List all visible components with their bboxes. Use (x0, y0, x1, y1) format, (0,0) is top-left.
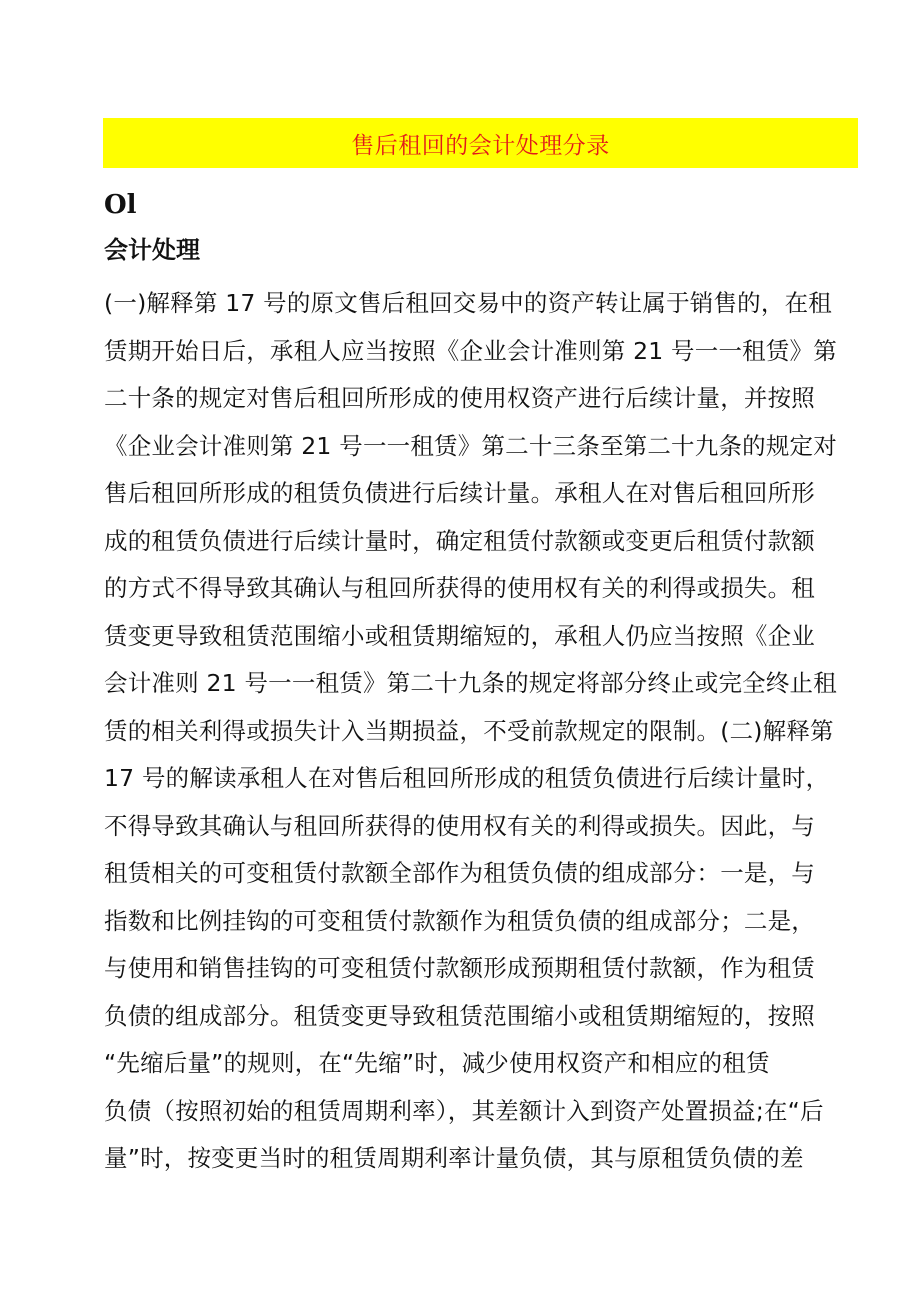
body-line: 指数和比例挂钩的可变租赁付款额作为租赁负债的组成部分；二是， (104, 906, 815, 935)
body-line: 租赁相关的可变租赁付款额全部作为租赁负债的组成部分：一是，与 (104, 859, 815, 887)
body-line: “先缩后量”的规则，在“先缩”时，减少使用权资产和相应的租赁 (104, 1049, 770, 1077)
body-line: (一)解释第 17 号的原文售后租回交易中的资产转让属于销售的，在租 (104, 289, 832, 317)
body-line: 会计准则 21 号一一租赁》第二十九条的规定将部分终止或完全终止租 (104, 669, 837, 697)
body-line: 17 号的解读承租人在对售后租回所形成的租赁负债进行后续计量时， (104, 764, 830, 792)
body-line: 负债的组成部分。租赁变更导致租赁范围缩小或租赁期缩短的，按照 (104, 1001, 815, 1030)
section-number: Ol (104, 190, 137, 220)
body-line: 赁变更导致租赁范围缩小或租赁期缩短的，承租人仍应当按照《企业 (104, 621, 815, 650)
body-line: 不得导致其确认与租回所获得的使用权有关的利得或损失。因此，与 (104, 811, 815, 840)
body-line: 负债（按照初始的租赁周期利率），其差额计入到资产处置损益;在“后 (104, 1096, 824, 1125)
body-line: 《企业会计准则第 21 号一一租赁》第二十三条至第二十九条的规定对 (104, 431, 837, 460)
title-banner (103, 118, 858, 168)
body-line: 赁的相关利得或损失计入当期损益，不受前款规定的限制。(二)解释第 (104, 716, 834, 745)
body-line: 与使用和销售挂钩的可变租赁付款额形成预期租赁付款额，作为租赁 (104, 954, 815, 982)
body-line: 成的租赁负债进行后续计量时，确定租赁付款额或变更后租赁付款额 (104, 526, 815, 555)
section-heading: 会计处理 (104, 236, 200, 264)
document-title: 售后租回的会计处理分录 (351, 132, 610, 159)
body-line: 的方式不得导致其确认与租回所获得的使用权有关的利得或损失。租 (104, 574, 815, 602)
body-line: 售后租回所形成的租赁负债进行后续计量。承租人在对售后租回所形 (104, 479, 815, 507)
body-text (104, 280, 864, 1183)
body-line: 二十条的规定对售后租回所形成的使用权资产进行后续计量，并按照 (104, 384, 815, 412)
body-line: 赁期开始日后，承租人应当按照《企业会计准则第 21 号一一租赁》第 (104, 336, 837, 365)
body-line: 量”时，按变更当时的租赁周期利率计量负债，其与原租赁负债的差 (104, 1144, 804, 1172)
